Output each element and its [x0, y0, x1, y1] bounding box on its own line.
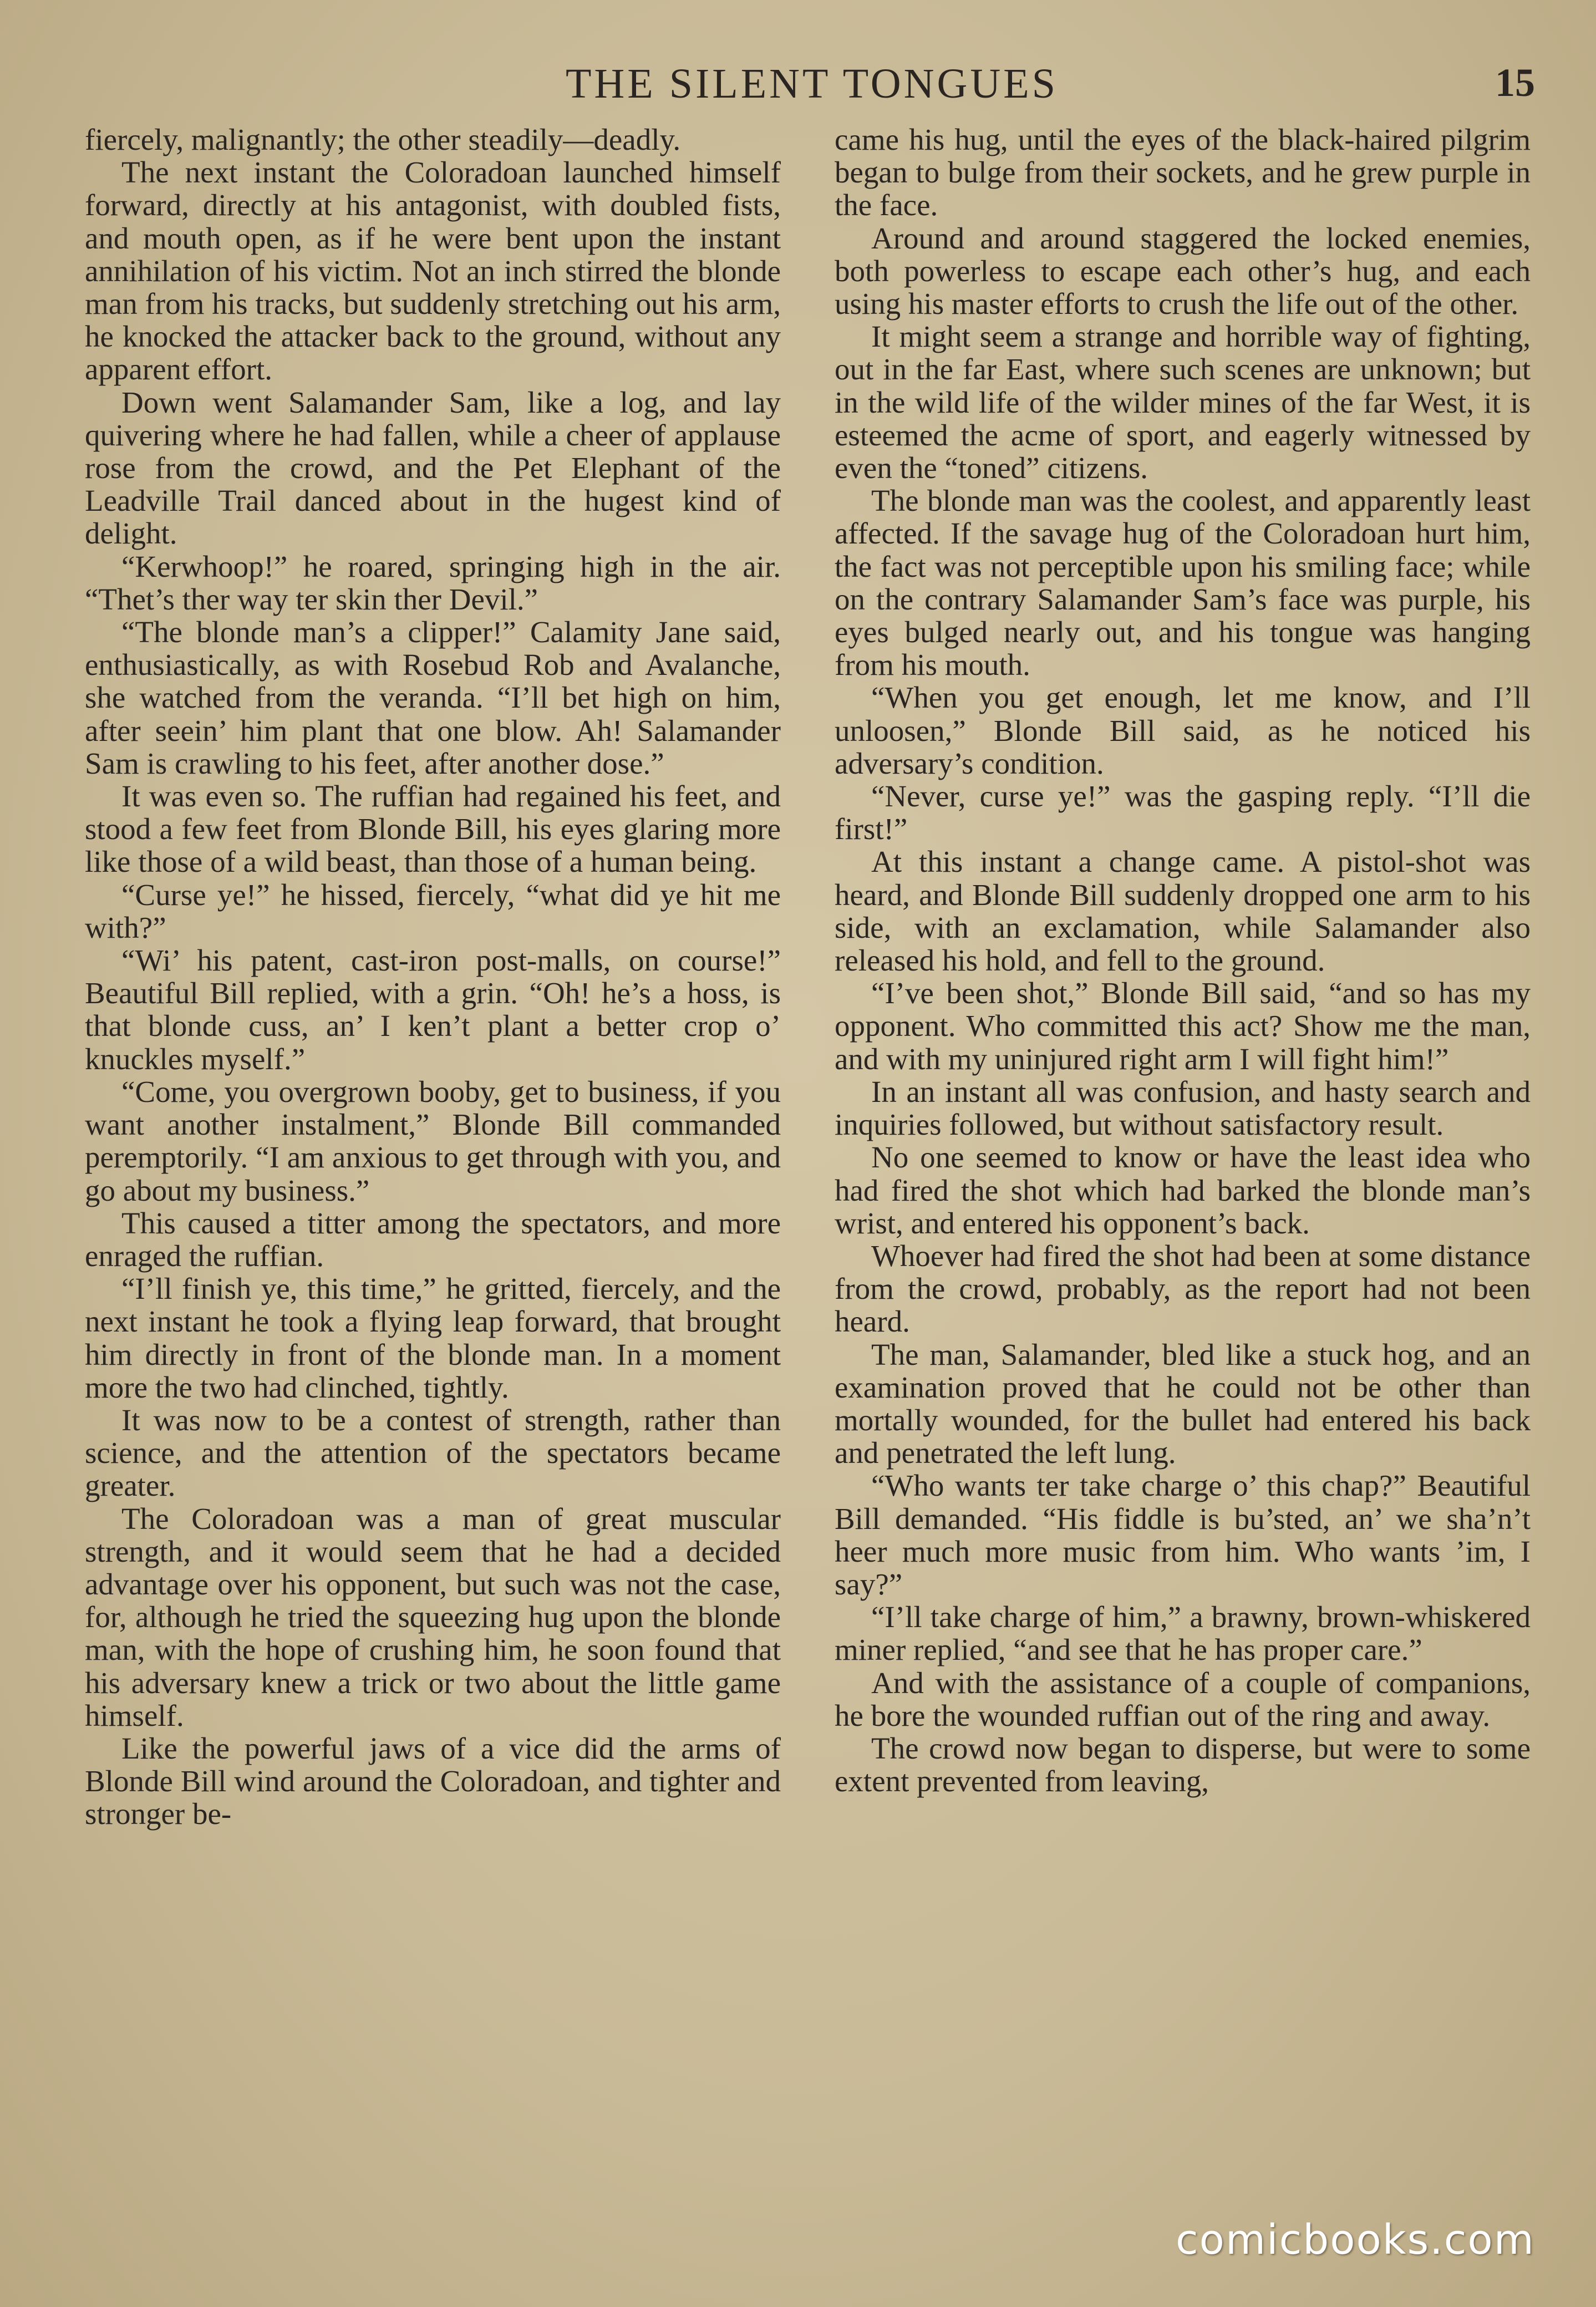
page-number: 15 — [1495, 60, 1535, 105]
paragraph: At this instant a change came. A pistol-shot was heard, and Blonde Bill suddenly dropped one arm to his side, with an exclamation, while Salamander also released his hold, and fell to the ground. — [835, 845, 1531, 978]
paragraph: “Never, curse ye!” was the gasping reply. “I’ll die first!” — [835, 779, 1531, 846]
paragraph: “When you get enough, let me know, and I’ll unloosen,” Blonde Bill said, as he noticed his adversary’s condition. — [835, 680, 1531, 780]
paragraph: “I’ve been shot,” Blonde Bill said, “and so has my opponent. Who committed this act? Show me the man, and with my uninjured right arm I will fight him!” — [835, 976, 1531, 1076]
paragraph: “Come, you overgrown booby, get to business, if you want another instalment,” Blonde Bill commanded peremptorily. “I am anxious to get through with you, and go about my business.” — [85, 1074, 781, 1207]
paragraph: Like the powerful jaws of a vice did the arms of Blonde Bill wind around the Coloradoan, and tighter and stronger be- — [85, 1731, 781, 1831]
running-title: THE SILENT TONGUES — [566, 60, 1058, 107]
paragraph: “I’ll finish ye, this time,” he gritted, fiercely, and the next instant he took a flying leap forward, that brought him directly in front of the blonde man. In a moment more the two had clinched, tightly. — [85, 1272, 781, 1404]
paragraph: Whoever had fired the shot had been at some distance from the crowd, probably, as the report had not been heard. — [835, 1238, 1531, 1339]
paragraph: Around and around staggered the locked enemies, both powerless to escape each other’s hug, and each using his master efforts to crush the life out of the other. — [835, 221, 1531, 321]
paragraph: “Curse ye!” he hissed, fiercely, “what did ye hit me with?” — [85, 877, 781, 944]
paragraph: “Wi’ his patent, cast-iron post-malls, on course!” Beautiful Bill replied, with a grin. “Oh! he’s a hoss, is that blonde cuss, an’ I ken’t plant a better crop o’ knuckles myself.” — [85, 943, 781, 1076]
paragraph: It was even so. The ruffian had regained his feet, and stood a few feet from Blonde Bill, his eyes glaring more like those of a wild beast, than those of a human being. — [85, 779, 781, 879]
paragraph: fiercely, malignantly; the other steadily—deadly. — [85, 123, 681, 156]
paragraph: It was now to be a contest of strength, rather than science, and the attention of the spectators became greater. — [85, 1403, 781, 1503]
paragraph: And with the assistance of a couple of companions, he bore the wounded ruffian out of the ring and away. — [835, 1665, 1531, 1732]
paragraph: “The blonde man’s a clipper!” Calamity Jane said, enthusiastically, as with Rosebud Rob and Avalanche, she watched from the veranda. “I’ll bet high on him, after seein’ him plant that one blow. Ah! Salamander Sam is crawling to his feet, after another dose.” — [85, 615, 781, 780]
paragraph: “Who wants ter take charge o’ this chap?” Beautiful Bill demanded. “His fiddle is bu’sted, an’ we sha’n’t heer much more music from him. Who wants ’im, I say?” — [835, 1468, 1531, 1601]
paragraph: It might seem a strange and horrible way of fighting, out in the far East, where such scenes are unknown; but in the wild life of the wilder mines of the far West, it is esteemed the acme of sport, and eagerly witnessed by even the “toned” citizens. — [835, 319, 1531, 485]
paragraph: “Kerwhoop!” he roared, springing high in the air. “Thet’s ther way ter skin ther Devil.” — [85, 549, 781, 616]
paragraph: came his hug, until the eyes of the black-haired pilgrim began to bulge from their sockets, and he grew purple in the face. — [835, 123, 1531, 222]
watermark-logo: comicbooks.com — [1176, 2216, 1535, 2264]
paragraph: “I’ll take charge of him,” a brawny, brown-whiskered miner replied, “and see that he has proper care.” — [835, 1600, 1531, 1667]
paragraph: The next instant the Coloradoan launched himself forward, directly at his antagonist, with doubled fists, and mouth open, as if he were bent upon the instant annihilation of his victim. Not an inch stirred the blonde man from his tracks, but suddenly stretching out his arm, he knocked the attacker back to the ground, without any apparent effort. — [85, 155, 781, 387]
paragraph: This caused a titter among the spectators, and more enraged the ruffian. — [85, 1206, 781, 1273]
left-column — [85, 123, 781, 1831]
paragraph: Down went Salamander Sam, like a log, and lay quivering where he had fallen, while a cheer of applause rose from the crowd, and the Pet Elephant of the Leadville Trail danced about in the hugest kind of delight. — [85, 385, 781, 551]
right-column — [835, 123, 1531, 1797]
page-header — [83, 60, 1541, 110]
paragraph: The man, Salamander, bled like a stuck hog, and an examination proved that he could not be other than mortally wounded, for the bullet had entered his back and penetrated the left lung. — [835, 1337, 1531, 1470]
paragraph: No one seemed to know or have the least idea who had fired the shot which had barked the blonde man’s wrist, and entered his opponent’s back. — [835, 1140, 1531, 1240]
paragraph: In an instant all was confusion, and hasty search and inquiries followed, but without satisfactory result. — [835, 1074, 1531, 1142]
paragraph: The blonde man was the coolest, and apparently least affected. If the savage hug of the Coloradoan hurt him, the fact was not perceptible upon his smiling face; while on the contrary Salamander Sam’s face was purple, his eyes bulged nearly out, and his tongue was hanging from his mouth. — [835, 484, 1531, 682]
paragraph: The Coloradoan was a man of great muscular strength, and it would seem that he had a decided advantage over his opponent, but such was not the case, for, although he tried the squeezing hug upon the blonde man, with the hope of crushing him, he soon found that his adversary knew a trick or two about the little game himself. — [85, 1501, 781, 1732]
paragraph: The crowd now began to disperse, but were to some extent prevented from leaving, — [835, 1731, 1531, 1798]
